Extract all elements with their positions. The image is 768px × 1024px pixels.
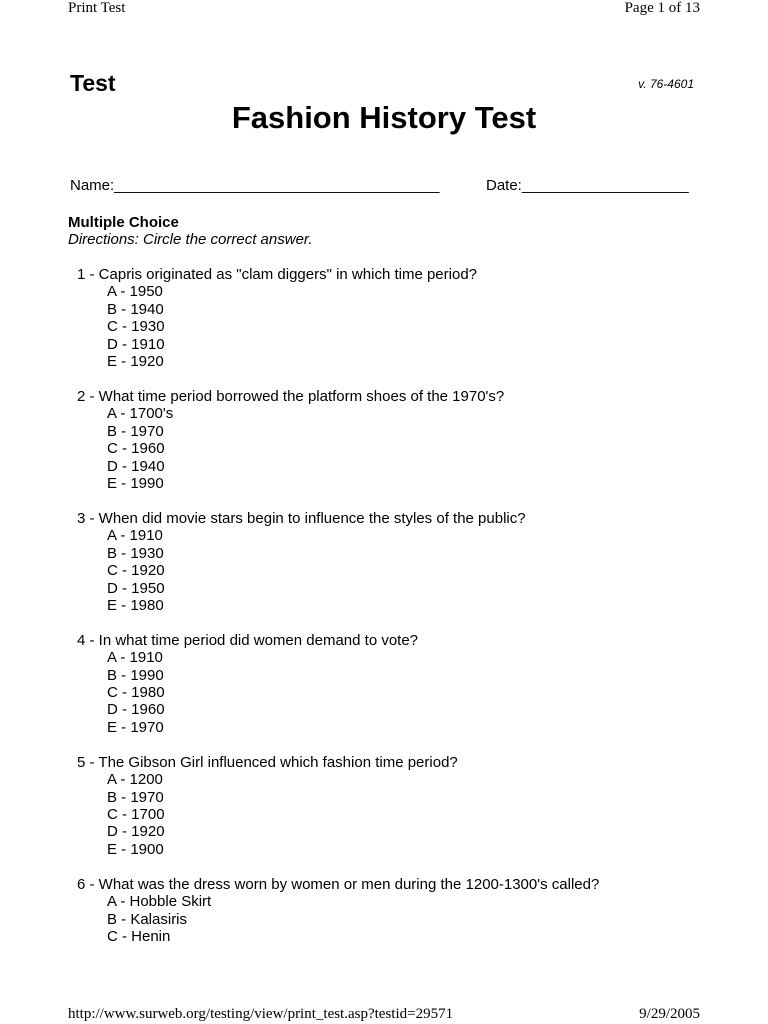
answer-option: E - 1970 (107, 718, 164, 736)
answer-option: C - 1700 (107, 805, 165, 823)
answer-option: B - 1930 (107, 544, 164, 562)
answer-option: B - 1970 (107, 422, 164, 440)
answer-option: A - 1950 (107, 283, 163, 301)
name-field-line: Name:_______________________________________ (70, 177, 440, 194)
answer-option: B - 1990 (107, 666, 164, 684)
answer-option: A - 1910 (107, 649, 163, 667)
question-item (77, 632, 717, 736)
question-text: 3 - When did movie stars begin to influence the styles of the public? (77, 509, 526, 527)
version-label: v. 76-4601 (638, 77, 694, 91)
question-item (77, 266, 717, 370)
answer-option: B - 1970 (107, 788, 164, 806)
footer-url: http://www.surweb.org/testing/view/print_test.asp?testid=29571 (68, 1006, 454, 1022)
answer-option: E - 1990 (107, 474, 164, 492)
question-text: 5 - The Gibson Girl influenced which fashion time period? (77, 753, 458, 771)
page-number: Page 1 of 13 (624, 0, 700, 16)
footer-date: 9/29/2005 (639, 1006, 700, 1022)
answer-option: D - 1940 (107, 457, 165, 475)
answer-option: C - 1920 (107, 562, 165, 580)
answer-option: E - 1980 (107, 596, 164, 614)
question-item (77, 876, 717, 946)
question-text: 1 - Capris originated as "clam diggers" in which time period? (77, 266, 477, 283)
answer-option: B - Kalasiris (107, 910, 188, 928)
question-list (77, 266, 717, 963)
answer-option: C - 1960 (107, 440, 165, 458)
question-text: 4 - In what time period did women demand to vote? (77, 631, 419, 649)
page-title: Fashion History Test (231, 100, 537, 135)
question-item (77, 388, 717, 492)
answer-option: D - 1910 (107, 335, 165, 353)
answer-option: C - Henin (107, 927, 171, 945)
answer-option: C - 1980 (107, 684, 165, 702)
question-item (77, 754, 717, 858)
answer-option: A - 1910 (107, 527, 163, 545)
date-field-line: Date:____________________ (486, 177, 689, 194)
question-item (77, 510, 717, 614)
answer-option: E - 1920 (107, 353, 164, 371)
question-text: 2 - What time period borrowed the platform shoes of the 1970's? (77, 387, 505, 405)
section-heading: Multiple Choice (68, 214, 179, 231)
directions-text: Directions: Circle the correct answer. (68, 231, 313, 248)
test-label: Test (70, 70, 116, 96)
answer-option: A - 1700's (107, 405, 174, 423)
answer-option: A - Hobble Skirt (107, 893, 212, 911)
question-text: 6 - What was the dress worn by women or men during the 1200-1300's called? (77, 875, 600, 893)
answer-option: A - 1200 (107, 771, 163, 789)
answer-option: D - 1960 (107, 701, 165, 719)
answer-option: C - 1930 (107, 318, 165, 336)
answer-option: E - 1900 (107, 840, 164, 858)
answer-option: D - 1950 (107, 579, 165, 597)
answer-option: D - 1920 (107, 823, 165, 841)
answer-option: B - 1940 (107, 300, 164, 318)
print-header-title: Print Test (68, 0, 126, 16)
